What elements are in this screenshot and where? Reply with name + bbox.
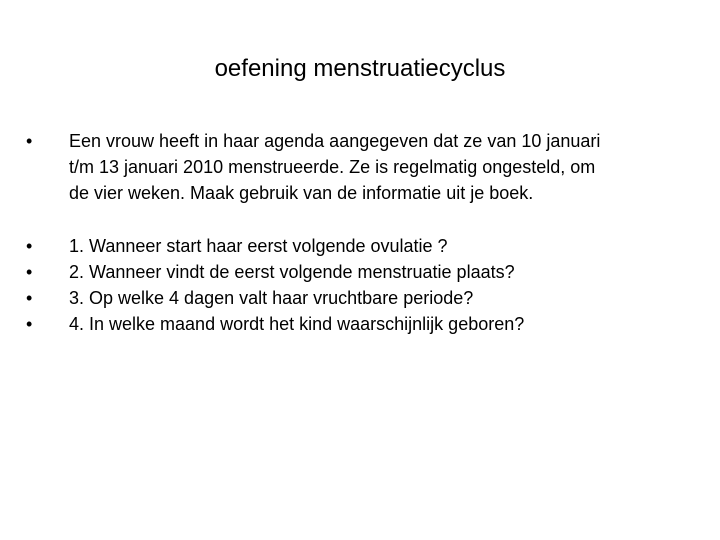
bullet-icon: • xyxy=(26,131,33,151)
slide-title: oefening menstruatiecyclus xyxy=(214,55,506,82)
intro-bullet-item xyxy=(26,128,706,206)
intro-line-2: t/m 13 januari 2010 menstrueerde. Ze is regelmatig ongesteld, om xyxy=(69,157,596,177)
question-text: 4. In welke maand wordt het kind waarschijnlijk geboren? xyxy=(69,314,525,334)
questions-bullet-list xyxy=(26,233,706,337)
question-item-3 xyxy=(26,285,706,311)
question-item-2 xyxy=(26,259,706,285)
bullet-icon: • xyxy=(26,262,33,282)
question-item-4 xyxy=(26,311,706,337)
intro-line-1: Een vrouw heeft in haar agenda aangegeven dat ze van 10 januari xyxy=(69,131,601,151)
bullet-icon: • xyxy=(26,236,33,256)
question-text: 3. Op welke 4 dagen valt haar vruchtbare periode? xyxy=(69,288,474,308)
intro-line-3: de vier weken. Maak gebruik van de informatie uit je boek. xyxy=(69,183,534,203)
question-item-1 xyxy=(26,233,706,259)
bullet-icon: • xyxy=(26,288,33,308)
question-text: 2. Wanneer vindt de eerst volgende menstruatie plaats? xyxy=(69,262,515,282)
intro-bullet-list xyxy=(26,128,706,206)
question-text: 1. Wanneer start haar eerst volgende ovulatie ? xyxy=(69,236,448,256)
bullet-icon: • xyxy=(26,314,33,334)
